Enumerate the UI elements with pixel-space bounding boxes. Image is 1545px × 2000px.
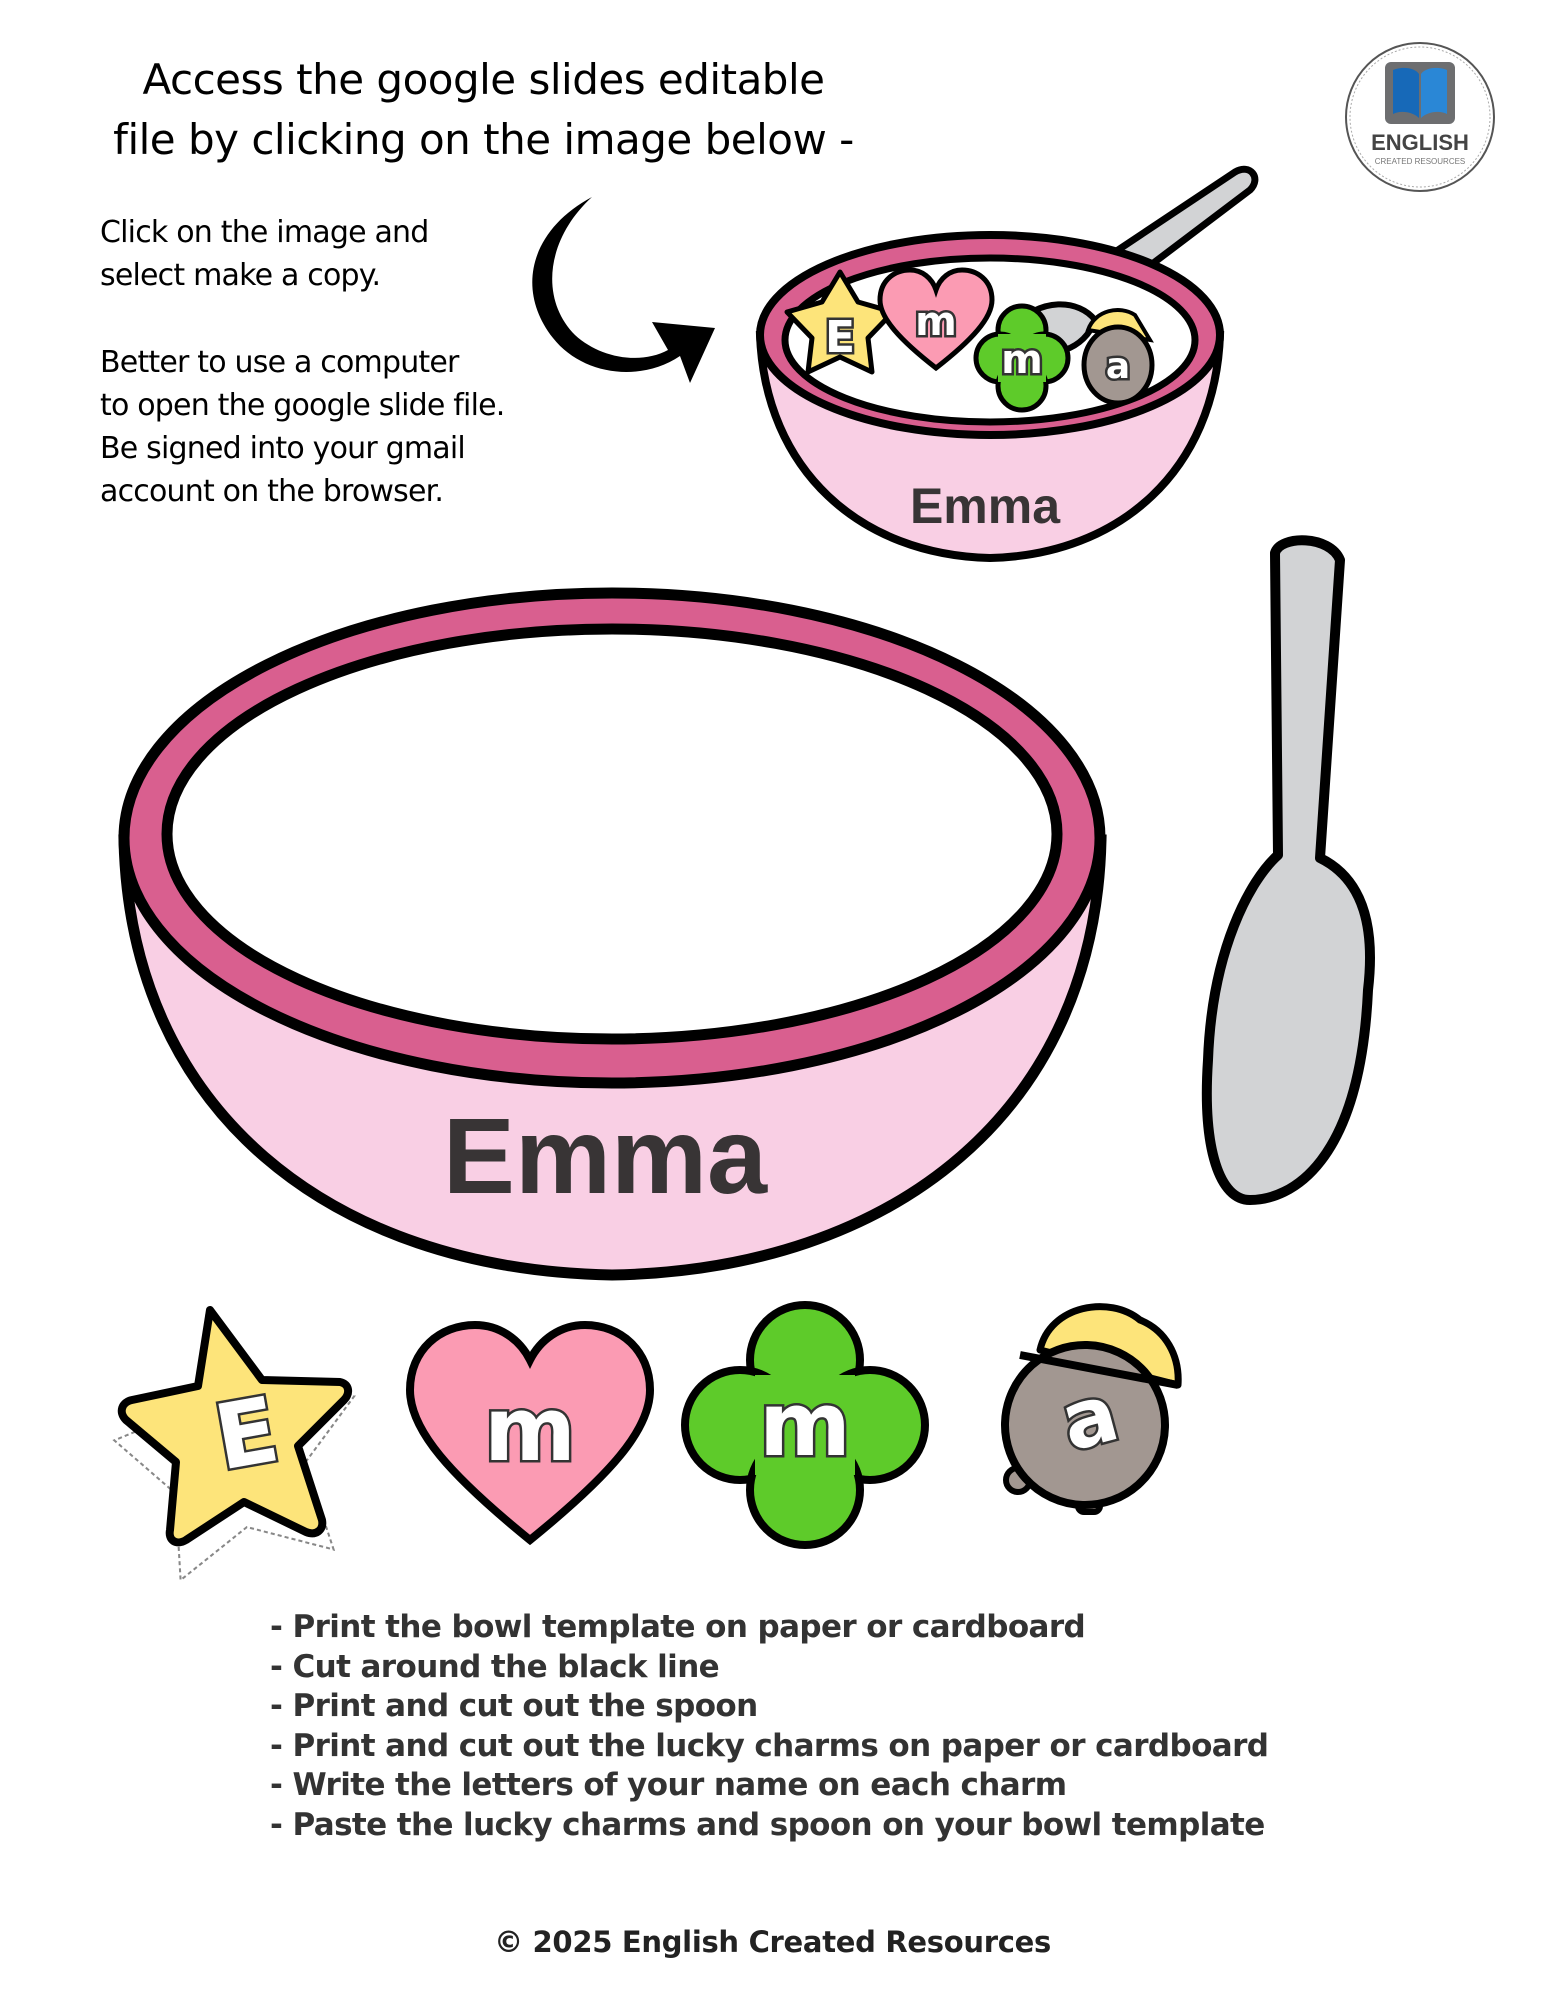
- instruction-item: - Print and cut out the lucky charms on paper or cardboard: [270, 1727, 1269, 1764]
- copy-instructions: [100, 211, 429, 297]
- spoon-cutout: [1207, 540, 1370, 1200]
- svg-text:CREATED RESOURCES: CREATED RESOURCES: [1374, 157, 1466, 166]
- note-line: select make a copy.: [100, 258, 381, 293]
- device-advice: [100, 341, 505, 513]
- preview-bowl-link[interactable]: [760, 169, 1255, 558]
- open-book-icon: [1385, 62, 1455, 124]
- curved-arrow-icon: [532, 197, 715, 383]
- note-line: to open the google slide file.: [100, 388, 505, 423]
- charm-star: [114, 1310, 354, 1580]
- svg-text:E: E: [824, 312, 856, 363]
- instruction-item: - Print the bowl template on paper or cardboard: [270, 1609, 1086, 1645]
- svg-text:m: m: [915, 299, 957, 345]
- svg-text:E: E: [207, 1377, 287, 1492]
- note-line: Click on the image and: [100, 215, 429, 250]
- charm-pot-of-gold: [982, 1307, 1187, 1528]
- note-line: Be signed into your gmail: [100, 431, 465, 466]
- instruction-item: - Paste the lucky charms and spoon on your bowl template: [270, 1806, 1265, 1843]
- bowl-template: [124, 593, 1101, 1275]
- brand-logo: [1343, 40, 1497, 194]
- note-line: account on the browser.: [100, 474, 444, 509]
- instruction-item: - Print and cut out the spoon: [270, 1688, 758, 1725]
- bowl-name-label: Emma: [442, 1095, 768, 1216]
- preview-bowl-name: Emma: [909, 478, 1061, 534]
- title-line-2: file by clicking on the image below -: [113, 115, 854, 164]
- svg-text:m: m: [484, 1378, 576, 1481]
- svg-text:a: a: [1105, 346, 1131, 387]
- charm-heart: [410, 1325, 650, 1540]
- page-title: [0, 50, 967, 170]
- svg-text:m: m: [1001, 337, 1043, 383]
- title-line-1: Access the google slides editable: [142, 55, 825, 104]
- svg-text:a: a: [1051, 1365, 1128, 1470]
- copyright-footer: © 2025 English Created Resources: [494, 1925, 1051, 1959]
- instruction-item: - Cut around the black line: [270, 1648, 720, 1685]
- preview-charm-pot: [1084, 310, 1152, 403]
- svg-text:m: m: [759, 1373, 851, 1476]
- svg-text:ENGLISH: ENGLISH: [1371, 130, 1469, 155]
- instruction-item: - Write the letters of your name on each charm: [270, 1767, 1067, 1804]
- instruction-list: [270, 1608, 1268, 1846]
- charm-clover: [685, 1305, 925, 1545]
- note-line: Better to use a computer: [100, 345, 459, 380]
